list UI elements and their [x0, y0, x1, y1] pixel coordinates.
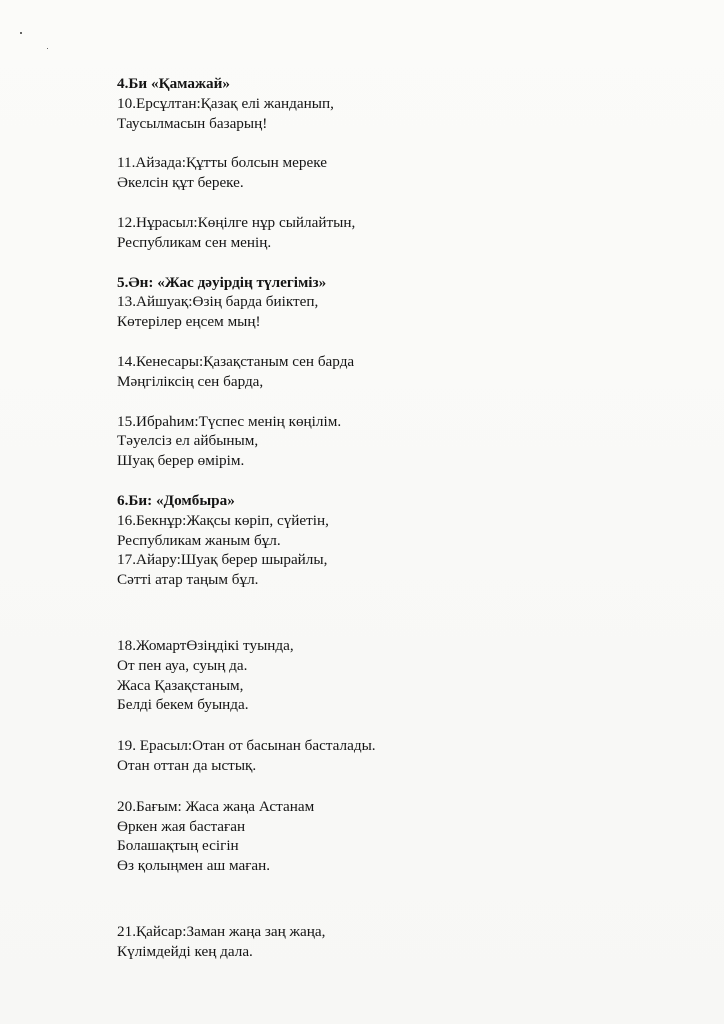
- poem-text: [117, 74, 697, 962]
- scan-speck: [47, 48, 48, 49]
- verse-line: Мәңгіліксің сен барда,: [117, 372, 264, 390]
- section-heading: 6.Би: «Домбыра»: [117, 491, 235, 509]
- verse-line: Белді бекем буында.: [117, 696, 249, 714]
- verse-line: Республикам сен менің.: [117, 233, 272, 251]
- verse-line: Шуақ берер өмірім.: [117, 452, 245, 470]
- verse-line: Таусылмасын базарың!: [117, 114, 268, 132]
- verse-line: 15.Ибраһим:Түспес менің көңілім.: [117, 412, 342, 430]
- verse-line: 12.Нұрасыл:Көңілге нұр сыйлайтын,: [117, 213, 356, 231]
- section-heading: 5.Ән: «Жас дәуірдің түлегіміз»: [117, 273, 327, 291]
- section-heading: 4.Би «Қамажай»: [117, 75, 230, 92]
- scan-speck: [20, 32, 22, 34]
- verse-line: Жаса Қазақстаным,: [117, 676, 244, 694]
- verse-line: Отан оттан да ыстық.: [117, 756, 257, 774]
- verse-line: 20.Бағым: Жаса жаңа Астанам: [117, 797, 315, 815]
- verse-line: От пен ауа, суың да.: [117, 656, 248, 674]
- verse-line: 10.Ерсұлтан:Қазақ елі жанданып,: [117, 94, 334, 112]
- verse-line: 19. Ерасыл:Отан от басынан басталады.: [117, 737, 376, 755]
- verse-line: 11.Айзада:Құтты болсын мереке: [117, 154, 327, 172]
- verse-line: 21.Қайсар:Заман жаңа заң жаңа,: [117, 922, 326, 940]
- verse-line: Өз қолыңмен аш маған.: [117, 857, 271, 875]
- verse-line: Көтерілер еңсем мың!: [117, 313, 261, 331]
- verse-line: Болашақтың есігін: [117, 837, 239, 855]
- verse-line: Сәтті атар таңым бұл.: [117, 571, 259, 589]
- verse-line: 17.Айару:Шуақ берер шырайлы,: [117, 551, 328, 569]
- verse-line: 13.Айшуақ:Өзің барда биіктеп,: [117, 293, 319, 311]
- verse-line: Күлімдейді кең дала.: [117, 942, 253, 960]
- verse-line: 14.Кенесары:Қазақстаным сен барда: [117, 352, 355, 370]
- verse-line: Республикам жаным бұл.: [117, 531, 281, 549]
- verse-line: 18.ЖомартӨзіңдікі туында,: [117, 636, 294, 654]
- verse-line: Тәуелсіз ел айбыным,: [117, 432, 259, 450]
- verse-line: 16.Бекнұр:Жақсы көріп, сүйетін,: [117, 511, 329, 529]
- verse-line: Әкелсін құт береке.: [117, 174, 244, 192]
- verse-line: Өркен жая бастаған: [117, 817, 246, 835]
